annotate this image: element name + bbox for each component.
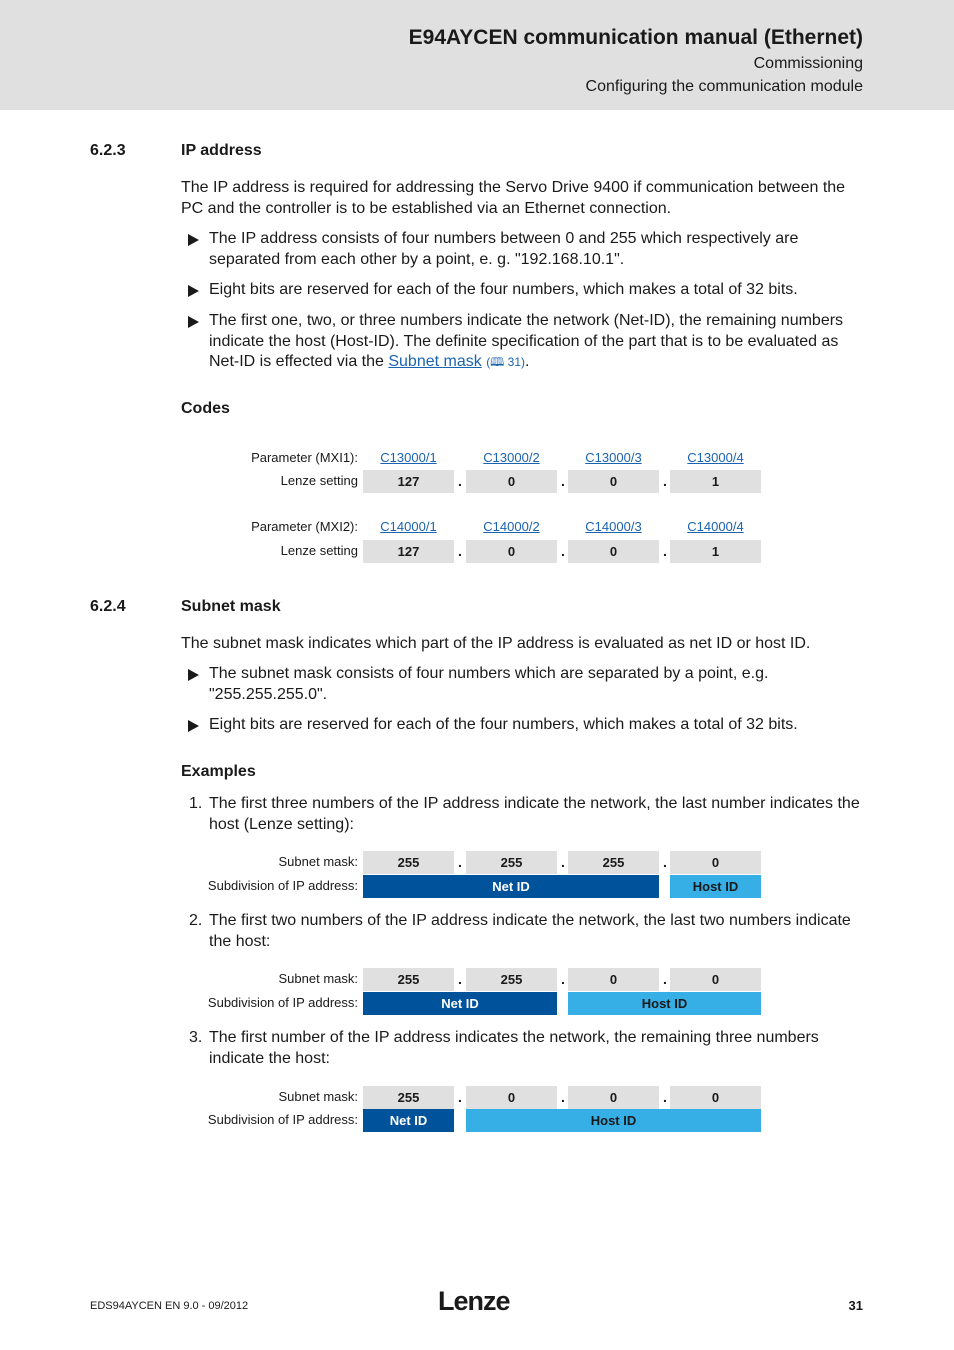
bullet-triangle-icon bbox=[188, 669, 199, 681]
mask-cell: 0 bbox=[466, 1086, 557, 1109]
subnet-mask-link[interactable]: Subnet mask bbox=[388, 353, 482, 370]
chapter-title: Commissioning bbox=[753, 55, 863, 72]
separator-dot: . bbox=[663, 473, 667, 489]
bullet-triangle-icon bbox=[188, 720, 199, 732]
manual-title: E94AYCEN communication manual (Ethernet) bbox=[408, 26, 863, 49]
ip-intro-paragraph: The IP address is required for addressing the Servo Drive 9400 if communication between the PC and the controller is to be established via an Ethernet connection. bbox=[181, 179, 846, 217]
separator-dot: . bbox=[561, 543, 565, 559]
subnet-mask-label: Subnet mask: bbox=[278, 1089, 358, 1104]
bullet-triangle-icon bbox=[188, 234, 199, 246]
host-id-bar: Host ID bbox=[670, 875, 761, 898]
mask-cell: 255 bbox=[363, 968, 454, 991]
separator-dot: . bbox=[458, 543, 462, 559]
codes-heading: Codes bbox=[181, 400, 230, 417]
separator-dot: . bbox=[663, 971, 667, 987]
subdivision-label: Subdivision of IP address: bbox=[207, 1112, 358, 1127]
value-cell: 0 bbox=[568, 540, 659, 563]
host-id-bar: Host ID bbox=[466, 1109, 761, 1132]
section-title: Configuring the communication module bbox=[585, 78, 863, 95]
section-heading-ip-address: IP address bbox=[181, 142, 262, 159]
mask-cell: 255 bbox=[466, 851, 557, 874]
separator-dot: . bbox=[561, 473, 565, 489]
separator-dot: . bbox=[663, 854, 667, 870]
value-cell: 127 bbox=[363, 470, 454, 493]
mask-cell: 255 bbox=[363, 1086, 454, 1109]
param-mxi2-label: Parameter (MXI2): bbox=[251, 519, 358, 534]
separator-dot: . bbox=[663, 1089, 667, 1105]
subdivision-label: Subdivision of IP address: bbox=[207, 995, 358, 1010]
mask-cell: 0 bbox=[568, 1086, 659, 1109]
separator-dot: . bbox=[458, 854, 462, 870]
param-link-c13000-4[interactable]: C13000/4 bbox=[687, 450, 744, 465]
section-heading-subnet-mask: Subnet mask bbox=[181, 598, 281, 615]
separator-dot: . bbox=[458, 1089, 462, 1105]
mask-cell: 0 bbox=[670, 1086, 761, 1109]
separator-dot: . bbox=[663, 543, 667, 559]
mask-cell: 0 bbox=[670, 968, 761, 991]
subnet-mask-label: Subnet mask: bbox=[278, 971, 358, 986]
param-link-c14000-1[interactable]: C14000/1 bbox=[380, 519, 437, 534]
mask-cell: 0 bbox=[670, 851, 761, 874]
param-link-c14000-3[interactable]: C14000/3 bbox=[585, 519, 642, 534]
param-link-c13000-2[interactable]: C13000/2 bbox=[483, 450, 540, 465]
value-cell: 1 bbox=[670, 540, 761, 563]
subdivision-label: Subdivision of IP address: bbox=[207, 878, 358, 893]
host-id-bar: Host ID bbox=[568, 992, 761, 1015]
page-header bbox=[0, 0, 954, 110]
net-id-bar: Net ID bbox=[363, 1109, 454, 1132]
value-cell: 0 bbox=[568, 470, 659, 493]
separator-dot: . bbox=[458, 971, 462, 987]
separator-dot: . bbox=[561, 1089, 565, 1105]
subnet-mask-label: Subnet mask: bbox=[278, 854, 358, 869]
mask-cell: 0 bbox=[568, 968, 659, 991]
examples-heading: Examples bbox=[181, 763, 256, 780]
subnet-intro-paragraph: The subnet mask indicates which part of the IP address is evaluated as net ID or host ID. bbox=[181, 635, 811, 652]
page-number: 31 bbox=[848, 1298, 863, 1313]
separator-dot: . bbox=[458, 473, 462, 489]
bullet-triangle-icon bbox=[188, 285, 199, 297]
mask-cell: 255 bbox=[363, 851, 454, 874]
param-link-c14000-4[interactable]: C14000/4 bbox=[687, 519, 744, 534]
separator-dot: . bbox=[561, 854, 565, 870]
lenze-logo: Lenze bbox=[438, 1286, 510, 1316]
param-link-c13000-3[interactable]: C13000/3 bbox=[585, 450, 642, 465]
section-number-623: 6.2.3 bbox=[90, 142, 126, 159]
section-number-624: 6.2.4 bbox=[90, 598, 126, 615]
separator-dot: . bbox=[561, 971, 565, 987]
net-id-bar: Net ID bbox=[363, 992, 557, 1015]
page-reference-link[interactable]: (🕮 31) bbox=[486, 355, 526, 369]
param-link-c14000-2[interactable]: C14000/2 bbox=[483, 519, 540, 534]
document-id: EDS94AYCEN EN 9.0 - 09/2012 bbox=[90, 1300, 249, 1312]
param-mxi1-label: Parameter (MXI1): bbox=[251, 450, 358, 465]
mask-cell: 255 bbox=[466, 968, 557, 991]
lenze-setting-label: Lenze setting bbox=[280, 543, 358, 558]
param-link-c13000-1[interactable]: C13000/1 bbox=[380, 450, 437, 465]
value-cell: 1 bbox=[670, 470, 761, 493]
value-cell: 127 bbox=[363, 540, 454, 563]
bullet-triangle-icon bbox=[188, 316, 199, 328]
lenze-setting-label: Lenze setting bbox=[280, 473, 358, 488]
net-id-bar: Net ID bbox=[363, 875, 659, 898]
mask-cell: 255 bbox=[568, 851, 659, 874]
value-cell: 0 bbox=[466, 540, 557, 563]
value-cell: 0 bbox=[466, 470, 557, 493]
